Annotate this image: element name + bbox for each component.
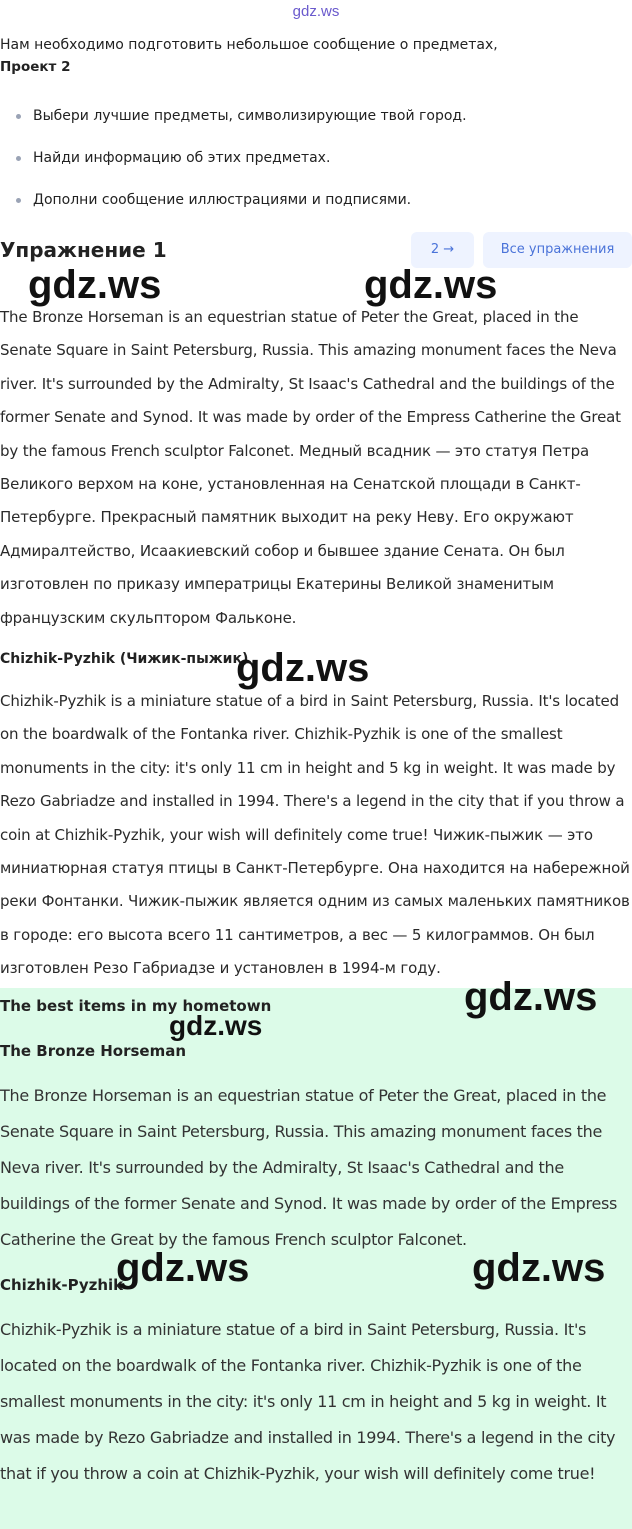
bullet-icon bbox=[16, 114, 21, 119]
top-watermark-link[interactable]: gdz.ws bbox=[292, 3, 340, 20]
intro-block bbox=[0, 34, 632, 78]
watermark: gdz.ws bbox=[236, 646, 370, 690]
list-item: Дополни сообщение иллюстрациями и подписями. bbox=[16, 188, 626, 230]
chizhik-text: Chizhik-Pyzhik is a miniature statue of a bird in Saint Petersburg, Russia. It's located on the boardwalk of the Fontanka river. Chizhik-Pyzhik is one of the smallest monuments in the city: it's only 11 cm in height and 5 kg in weight. It was made by Rezo Gabriadze and installed in 1994. There's a legend in the city that if you throw a coin at Chizhik-Pyzhik, your wish will definitely come true! Чижик-пыжик — это миниатюрная статуя птицы в Санкт-Петербурге. Она находится на набережной реки Фонтанки. Чижик-пыжик является одним из самых маленьких памятников в городе: его высота всего 11 сантиметров, а вес — 5 килограммов. Он был изготовлен Резо Габриадзе и установлен в 1994-м году. bbox=[0, 692, 630, 978]
bronze-horseman-text: The Bronze Horseman is an equestrian statue of Peter the Great, placed in the Senate Square in Saint Petersburg, Russia. This amazing monument faces the Neva river. It's surrounded by the Admiralty, St Isaac's Cathedral and the buildings of the former Senate and Synod. It was made by order of the Empress Catherine the Great by the famous French sculptor Falconet. Медный всадник — это статуя Петра Великого верхом на коне, установленная на Сенатской площади в Санкт-Петербурге. Прекрасный памятник выходит на реку Неву. Его окружают Адмиралтейство, Исаакиевский собор и бывшее здание Сената. Он был изготовлен по приказу императрицы Екатерины Великой знаменитым французским скульптором Фальконе. bbox=[0, 308, 621, 627]
bullet-icon bbox=[16, 156, 21, 161]
watermark: gdz.ws bbox=[116, 1246, 250, 1290]
list-item: Выбери лучшие предметы, символизирующие твой город. bbox=[16, 104, 626, 146]
watermark: gdz.ws bbox=[364, 263, 498, 307]
list-item: Найди информацию об этих предметах. bbox=[16, 146, 626, 188]
answer-title: The best items in my hometown bbox=[0, 997, 272, 1015]
watermark: gdz.ws bbox=[28, 263, 162, 307]
task-list bbox=[16, 104, 626, 230]
answer-chizhik-text: Chizhik-Pyzhik is a miniature statue of a bird in Saint Petersburg, Russia. It's located on the boardwalk of the Fontanka river. Chizhik-Pyzhik is one of the smallest monuments in the city: it's only 11 cm in height and 5 kg in weight. It was made by Rezo Gabriadze and installed in 1994. There's a legend in the city that if you throw a coin at Chizhik-Pyzhik, your wish will definitely come true! bbox=[0, 1320, 616, 1483]
next-exercise-button[interactable]: 2 → bbox=[411, 232, 474, 268]
bullet-icon bbox=[16, 198, 21, 203]
project-label: Проект 2 bbox=[0, 59, 71, 75]
answer-chizhik-heading: Chizhik-Pyzhik bbox=[0, 1276, 124, 1294]
answer-bronze-heading: The Bronze Horseman bbox=[0, 1042, 187, 1060]
all-exercises-button[interactable]: Все упражнения bbox=[483, 232, 632, 268]
intro-line: Нам необходимо подготовить небольшое сообщение о предметах, bbox=[0, 37, 498, 53]
chizhik-heading: Chizhik-Pyzhik (Чижик-пыжик) bbox=[0, 651, 249, 667]
watermark: gdz.ws bbox=[472, 1246, 606, 1290]
watermark: gdz.ws bbox=[169, 1010, 263, 1041]
watermark: gdz.ws bbox=[464, 975, 598, 1019]
answer-bronze-text: The Bronze Horseman is an equestrian statue of Peter the Great, placed in the Senate Square in Saint Petersburg, Russia. This amazing monument faces the Neva river. It's surrounded by the Admiralty, St Isaac's Cathedral and the buildings of the former Senate and Synod. It was made by order of the Empress Catherine the Great by the famous French sculptor Falconet. bbox=[0, 1086, 618, 1249]
exercise-title: Упражнение 1 bbox=[0, 238, 167, 262]
